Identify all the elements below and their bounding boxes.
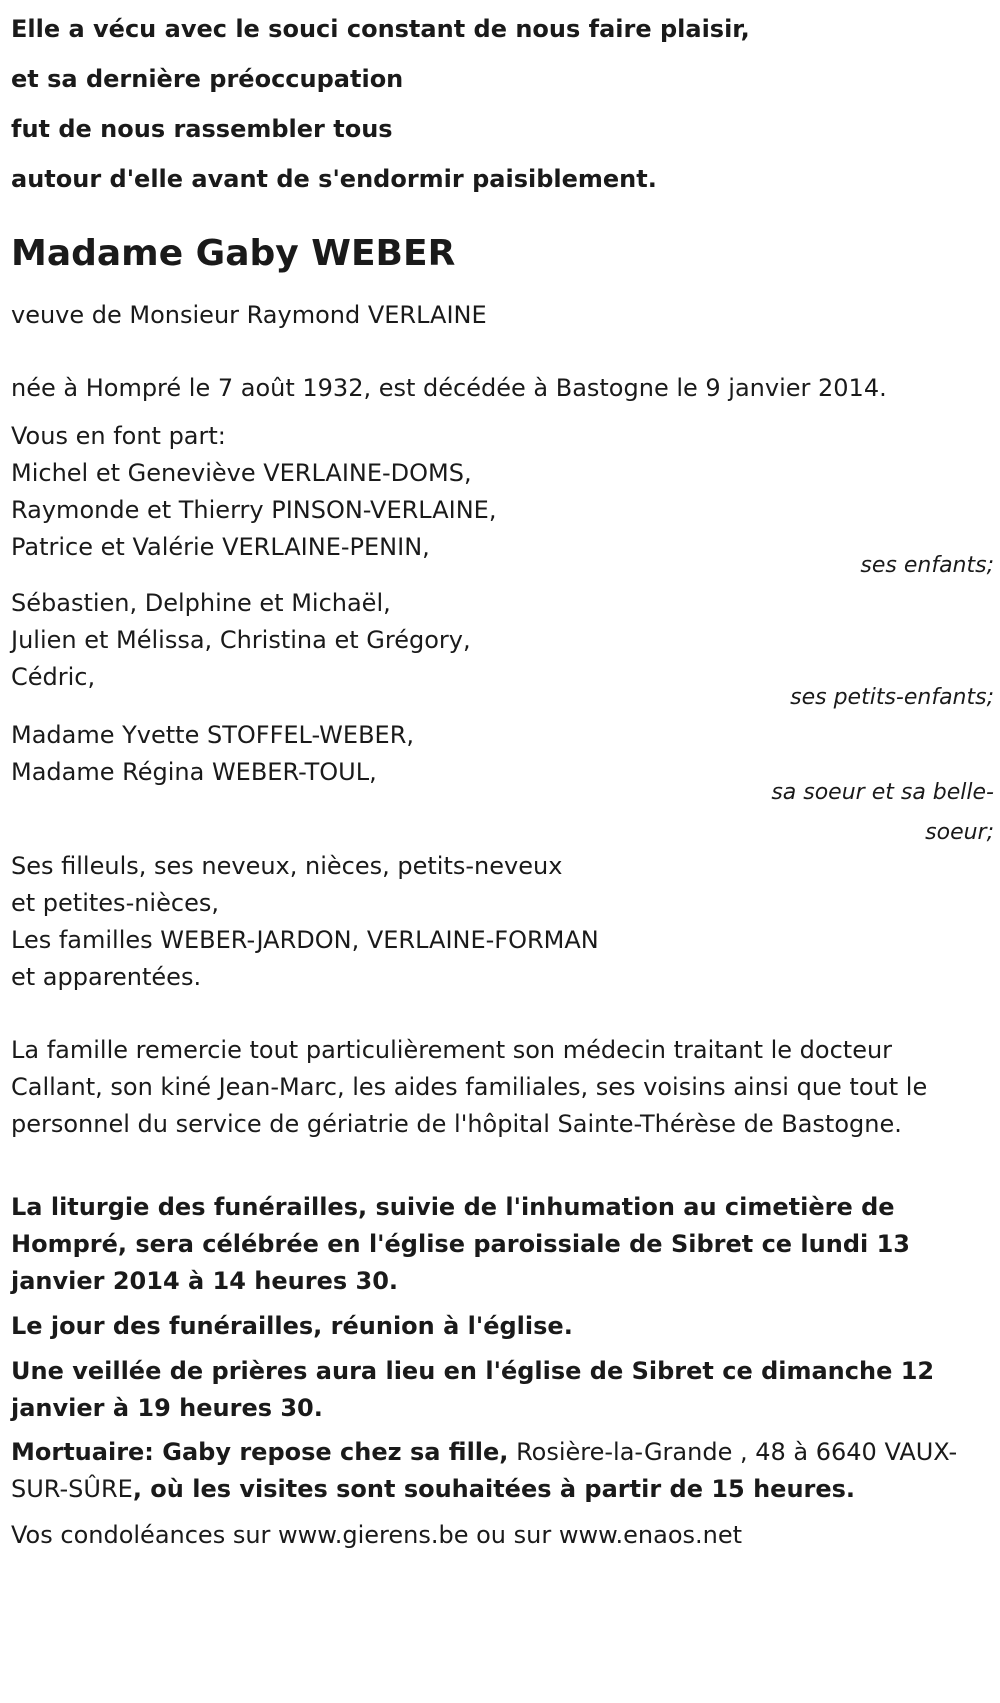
epigraph-line: fut de nous rassembler tous [11,115,393,143]
epigraph-line: autour d'elle avant de s'endormir paisiblement. [11,165,657,193]
epigraph-line: et sa dernière préoccupation [11,65,404,93]
family-member: Ses filleuls, ses neveux, nièces, petits-neveux [11,852,563,880]
mortuary-tail: , où les visites sont souhaitées à partir de 15 heures. [132,1475,856,1503]
family-list-children [11,418,496,566]
epigraph [11,4,750,204]
family-member: Cédric, [11,663,96,691]
family-member: Raymonde et Thierry PINSON-VERLAINE, [11,496,497,524]
meeting-paragraph: Le jour des funérailles, réunion à l'église. [11,1312,573,1340]
family-member: Les familles WEBER-JARDON, VERLAINE-FORMAN [11,926,599,954]
liturgy-paragraph: La liturgie des funérailles, suivie de l'inhumation au cimetière de Hompré, sera célébrée en l'église paroissiale de Sibret ce lundi 13 janvier 2014 à 14 heures 30. [11,1193,910,1295]
family-list-others [11,848,599,996]
sisters-label-line: soeur; [925,820,994,845]
family-member: et petites-nièces, [11,889,219,917]
condolences-line: Vos condoléances sur www.gierens.be ou sur www.enaos.net [11,1521,743,1549]
sisters-label [771,773,994,853]
family-member: et apparentées. [11,963,202,991]
epigraph-line: Elle a vécu avec le souci constant de nous faire plaisir, [11,15,750,43]
family-list-grandchildren [11,585,471,696]
vigil-paragraph: Une veillée de prières aura lieu en l'église de Sibret ce dimanche 12 janvier à 19 heures 30. [11,1357,935,1422]
family-list-sisters [11,717,414,791]
family-member: Patrice et Valérie VERLAINE-PENIN, [11,533,430,561]
grandchildren-label: ses petits-enfants; [790,685,994,710]
sisters-label-line: sa soeur et sa belle- [771,780,994,805]
children-label: ses enfants; [860,553,994,578]
family-member: Julien et Mélissa, Christina et Grégory, [11,626,471,654]
mortuary-address: Rosière-la-Grande , 48 à 6640 VAUX-SUR-SÛRE [11,1438,958,1503]
birth-death-line: née à Hompré le 7 août 1932, est décédée à Bastogne le 9 janvier 2014. [11,374,887,402]
family-member: Michel et Geneviève VERLAINE-DOMS, [11,459,472,487]
mortuary-lead: Mortuaire: Gaby repose chez sa fille, [11,1438,509,1466]
family-member: Madame Régina WEBER-TOUL, [11,758,377,786]
family-member: Madame Yvette STOFFEL-WEBER, [11,721,414,749]
widow-line: veuve de Monsieur Raymond VERLAINE [11,301,487,329]
thanks-paragraph: La famille remercie tout particulièrement son médecin traitant le docteur Callant, son kiné Jean-Marc, les aides familiales, ses voisins ainsi que tout le personnel du service de gériatrie de l'hôpital Sainte-Thérèse de Bastogne. [11,1036,928,1138]
mortuary-paragraph [11,1434,991,1508]
intro-line: Vous en font part: [11,422,226,450]
deceased-name: Madame Gaby WEBER [11,233,456,274]
family-member: Sébastien, Delphine et Michaël, [11,589,391,617]
